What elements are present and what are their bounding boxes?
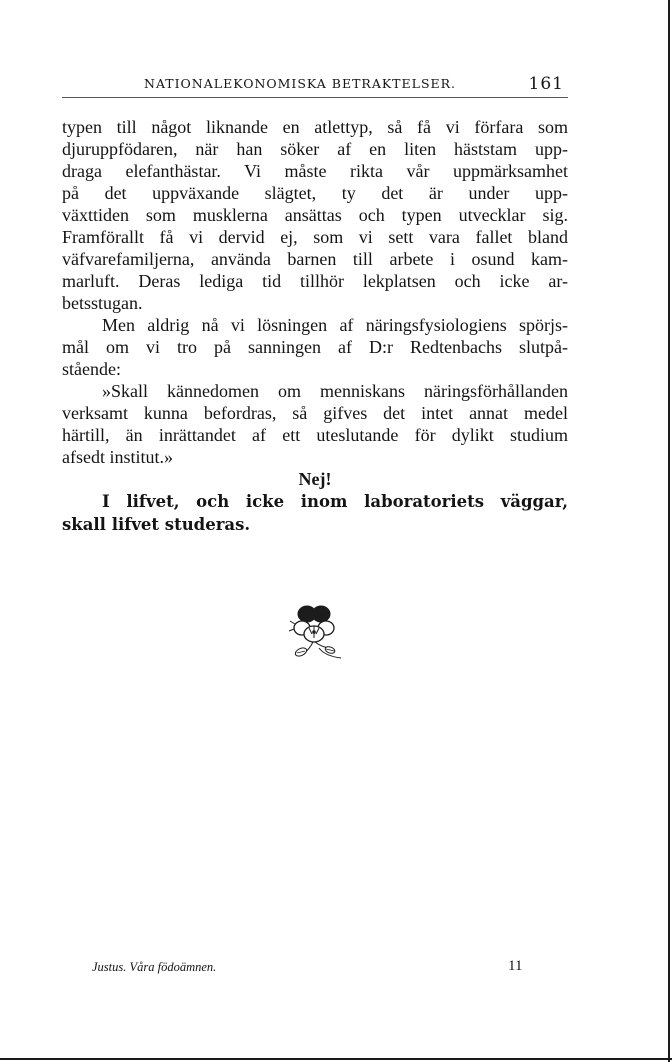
header-rule — [62, 97, 568, 98]
quote-line: »Skall kännedomen om menniskans näringsförhållanden — [102, 381, 568, 401]
bold-line: skall lifvet studeras. — [62, 515, 251, 534]
text-line: Men aldrig nå vi lösningen af näringsfysiologiens spörjs- — [102, 315, 568, 335]
exclamation-line: Nej! — [298, 469, 332, 489]
quote-line: härtill, än inrättandet af ett uteslutande för dylikt studium — [62, 425, 568, 445]
bold-line: I lifvet, och icke inom laboratoriets väggar, — [102, 492, 568, 511]
page-number: 161 — [528, 74, 564, 94]
text-line: Framförallt få vi dervid ej, som vi sett vara fallet bland — [62, 227, 568, 247]
text-line: djuruppfödaren, när han söker af en liten häststam upp- — [62, 139, 568, 159]
quote-line: afsedt institut.» — [62, 447, 173, 467]
text-line: marluft. Deras lediga tid tillhör lekplatsen och icke ar- — [62, 271, 568, 291]
sheet-number: 11 — [508, 958, 523, 974]
text-line: mål om vi tro på sanningen af D:r Redtenbachs slutpå- — [62, 337, 568, 357]
text-line: betsstugan. — [62, 293, 143, 313]
pansy-ornament-icon — [285, 604, 345, 660]
body-text — [62, 116, 568, 536]
page-border-bottom — [0, 1058, 672, 1060]
text-line: växttiden som musklerna ansättas och typen utvecklar sig. — [62, 205, 568, 225]
quote-line: verksamt kunna befordras, så gifves det intet annat medel — [62, 403, 568, 423]
running-head: NATIONALEKONOMISKA BETRAKTELSER. — [144, 76, 457, 91]
text-line: på det uppväxande slägtet, ty det är under upp- — [62, 183, 568, 203]
text-line: draga elefanthästar. Vi måste rikta vår uppmärksamhet — [62, 161, 568, 181]
text-line: väfvarefamiljerna, använda barnen till arbete i osund kam- — [62, 249, 568, 269]
text-line: stående: — [62, 359, 121, 379]
page-header — [62, 74, 568, 96]
text-line: typen till något liknande en atlettyp, så få vi förfara som — [62, 117, 568, 137]
page-border-right — [668, 0, 670, 1062]
sheet-signature: Justus. Våra födoämnen. — [92, 960, 217, 974]
